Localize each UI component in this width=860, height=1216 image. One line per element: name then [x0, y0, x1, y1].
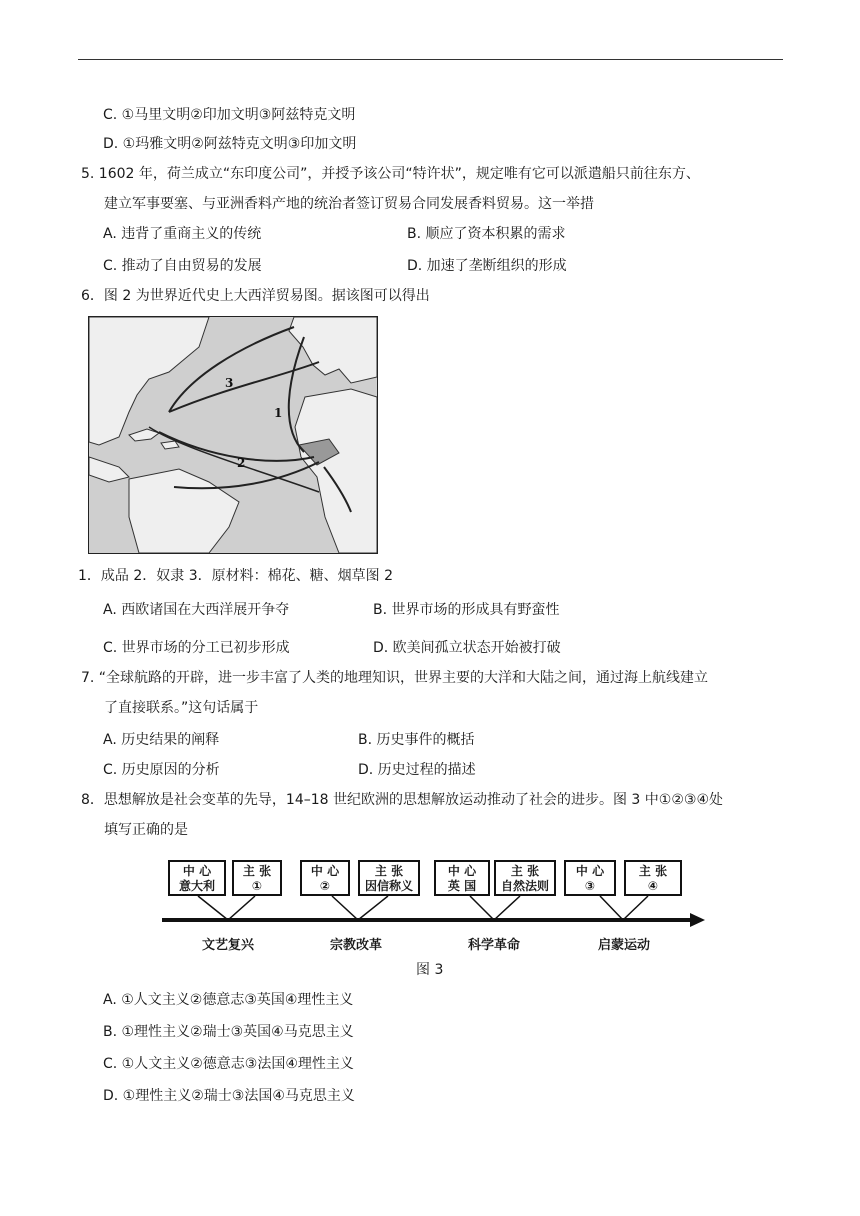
q7-option-c: C. 历史原因的分析 — [103, 762, 220, 778]
timeline-box-8: 主 张 ④ — [624, 860, 682, 896]
route-2-label: 2 — [237, 456, 246, 470]
timeline-box-2: 主 张 ① — [232, 860, 282, 896]
q5-option-d: D. 加速了垄断组织的形成 — [407, 258, 567, 274]
q7-stem-line1: 7. “全球航路的开辟，进一步丰富了人类的地理知识，世界主要的大洋和大陆之间，通过海上航线建立 — [81, 670, 709, 686]
q8-option-d: D. ①理性主义②瑞士③法国④马克思主义 — [103, 1088, 355, 1104]
q5-stem-line1: 5. 1602 年，荷兰成立“东印度公司”，并授予该公司“特许状”，规定唯有它可以派遣船只前往东方、 — [81, 166, 700, 182]
figure-3-caption: 图 3 — [416, 962, 444, 978]
q4-option-c: C. ①马里文明②印加文明③阿兹特克文明 — [103, 107, 356, 123]
timeline-box-3: 中 心 ② — [300, 860, 350, 896]
era-enlightenment: 启蒙运动 — [598, 938, 651, 953]
route-3-label: 3 — [225, 376, 234, 390]
timeline-box-4: 主 张 因信称义 — [358, 860, 420, 896]
q5-option-b: B. 顺应了资本积累的需求 — [407, 226, 566, 242]
q8-option-c: C. ①人文主义②德意志③法国④理性主义 — [103, 1056, 354, 1072]
timeline-box-5: 中 心 英 国 — [434, 860, 490, 896]
timeline-box-6: 主 张 自然法则 — [494, 860, 556, 896]
q6-option-b: B. 世界市场的形成具有野蛮性 — [373, 602, 560, 618]
q5-stem-line2: 建立军事要塞、与亚洲香料产地的统治者签订贸易合同发展香料贸易。这一举措 — [104, 196, 594, 212]
timeline-box-1: 中 心 意大利 — [168, 860, 226, 896]
timeline-box-7: 中 心 ③ — [564, 860, 616, 896]
q6-option-d: D. 欧美间孤立状态开始被打破 — [373, 640, 561, 656]
era-reformation: 宗教改革 — [330, 938, 383, 953]
q6-stem: 6．图 2 为世界近代史上大西洋贸易图。据该图可以得出 — [81, 288, 430, 304]
era-scientific-revolution: 科学革命 — [468, 938, 521, 953]
q8-option-b: B. ①理性主义②瑞士③英国④马克思主义 — [103, 1024, 354, 1040]
q6-map-legend: 1．成品 2．奴隶 3．原材料：棉花、糖、烟草图 2 — [78, 568, 393, 584]
thought-liberation-timeline — [160, 856, 705, 956]
q7-option-a: A. 历史结果的阐释 — [103, 732, 220, 748]
q8-stem-line1: 8．思想解放是社会变革的先导，14–18 世纪欧洲的思想解放运动推动了社会的进步。图 3 中①②③④处 — [81, 792, 723, 808]
q4-option-d: D. ①玛雅文明②阿兹特克文明③印加文明 — [103, 136, 357, 152]
q6-option-a: A. 西欧诸国在大西洋展开争夺 — [103, 602, 290, 618]
route-1-label: 1 — [274, 406, 283, 420]
q5-option-c: C. 推动了自由贸易的发展 — [103, 258, 262, 274]
q8-option-a: A. ①人文主义②德意志③英国④理性主义 — [103, 992, 354, 1008]
era-renaissance: 文艺复兴 — [202, 938, 255, 953]
q6-option-c: C. 世界市场的分工已初步形成 — [103, 640, 290, 656]
q8-stem-line2: 填写正确的是 — [104, 822, 188, 838]
q7-option-d: D. 历史过程的描述 — [358, 762, 476, 778]
q5-option-a: A. 违背了重商主义的传统 — [103, 226, 262, 242]
header-rule — [78, 59, 783, 60]
q7-stem-line2: 了直接联系。”这句话属于 — [104, 700, 259, 716]
atlantic-trade-map — [88, 316, 378, 554]
q7-option-b: B. 历史事件的概括 — [358, 732, 475, 748]
